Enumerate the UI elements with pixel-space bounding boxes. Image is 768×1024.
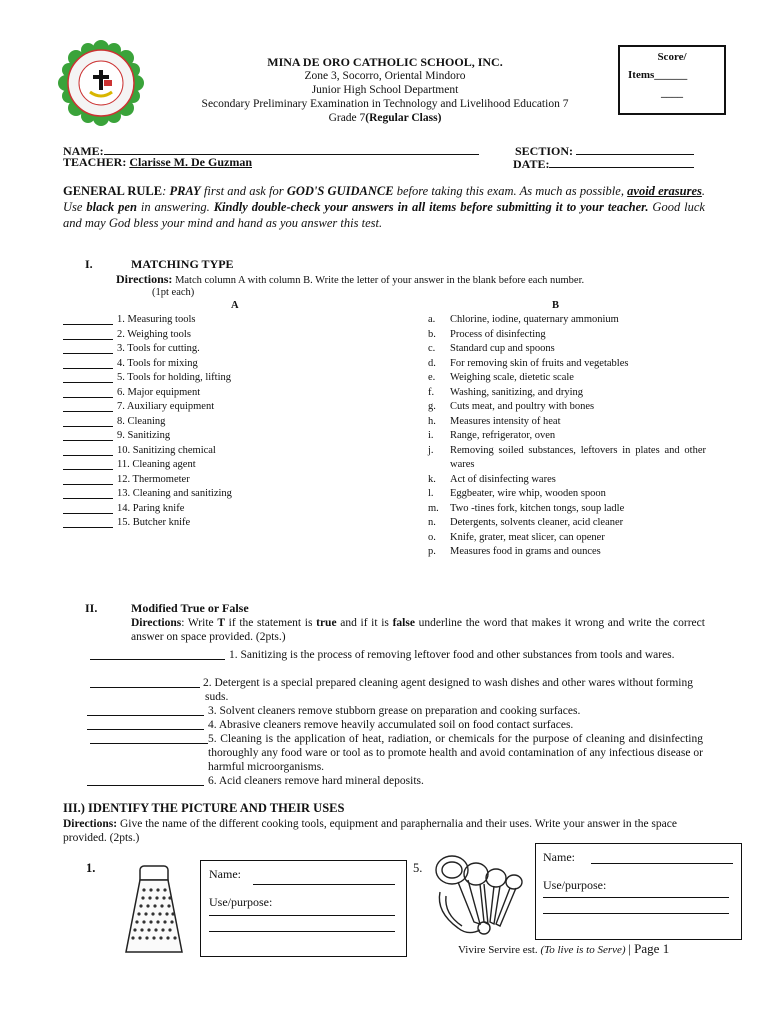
grater-image (118, 864, 190, 958)
column-b-item (428, 386, 706, 401)
true-false-item[interactable] (63, 704, 705, 718)
column-b-text: Removing soiled substances, leftovers in plates and other wares (450, 444, 706, 470)
column-b-letter: k. (428, 473, 436, 485)
column-b-text: Knife, grater, meat slicer, can opener (450, 531, 605, 543)
column-b-item (428, 313, 706, 328)
true-false-text: 2. Detergent is a special prepared cleaning agent designed to wash dishes and other wares without forming suds. (203, 677, 693, 703)
use-answer-line[interactable] (209, 931, 395, 932)
column-a-item[interactable] (63, 313, 363, 328)
answer-blank[interactable] (63, 313, 113, 325)
column-a-text: 7. Auxiliary equipment (117, 401, 215, 412)
answer-blank[interactable] (63, 502, 113, 514)
answer-blank[interactable] (63, 458, 113, 470)
rule-pray: PRAY (169, 184, 201, 198)
date-line[interactable] (549, 155, 694, 168)
teacher-field (63, 155, 252, 170)
use-answer-line[interactable] (209, 915, 395, 916)
score-label: Score/ (657, 51, 687, 63)
column-b-letter: l. (428, 488, 434, 499)
column-b-letter: b. (428, 328, 436, 340)
true-false-item[interactable] (63, 732, 705, 774)
column-a-item[interactable] (63, 371, 363, 386)
column-b-letter: p. (428, 546, 436, 557)
section3-directions (63, 817, 703, 845)
column-b-letter: a. (428, 314, 436, 325)
column-b-text: Two -tines fork, kitchen tongs, soup ladle (450, 502, 625, 514)
column-a-text: 15. Butcher knife (117, 517, 191, 528)
true-false-text: 6. Acid cleaners remove hard mineral deposits. (208, 775, 424, 787)
column-b-item (428, 516, 706, 531)
column-a-item[interactable] (63, 357, 363, 372)
column-b-text: Measures intensity of heat (450, 415, 561, 427)
answer-blank[interactable] (63, 429, 113, 441)
rule-avoid: avoid erasures (627, 184, 702, 198)
column-b-list (428, 313, 706, 560)
use-answer-line[interactable] (543, 897, 729, 898)
answer-blank[interactable] (63, 415, 113, 427)
column-b-letter: d. (428, 357, 436, 369)
name-answer-line[interactable] (591, 863, 733, 864)
section1-title: MATCHING TYPE (131, 257, 234, 271)
footer (458, 941, 669, 957)
column-a-text: 4. Tools for mixing (117, 357, 198, 369)
column-a-item[interactable] (63, 444, 363, 459)
answer-blank[interactable] (63, 342, 113, 354)
rule-text: Good luck and may God bless your mind and hand as you answer this test. (63, 200, 705, 230)
general-rule (63, 183, 705, 231)
name-answer-line[interactable] (253, 884, 395, 885)
section2-false: false (392, 617, 415, 629)
column-b-letter: o. (428, 531, 436, 543)
column-b-item (428, 429, 706, 444)
column-b-text: Washing, sanitizing, and drying (450, 386, 584, 398)
column-b-item (428, 502, 706, 517)
section2-text: : Write (181, 617, 218, 629)
column-b-letter: h. (428, 415, 436, 427)
answer-blank[interactable] (63, 516, 113, 528)
column-b-letter: e. (428, 372, 436, 383)
column-b-text: Cuts meat, and poultry with bones (450, 401, 595, 412)
column-a-item[interactable] (63, 502, 363, 517)
answer-blank[interactable] (63, 473, 113, 485)
name-line[interactable] (104, 142, 479, 155)
use-label: Use/purpose: (209, 895, 273, 909)
column-b-text: Process of disinfecting (450, 328, 546, 340)
answer-blank[interactable] (63, 386, 113, 398)
true-false-text: 5. Cleaning is the application of heat, radiation, or chemicals for the purpose of cleaning and disinfecting thoroughly any food ware or tool as to promote health and avoid contamination of any infectious disease or harmful microorganisms. (208, 733, 703, 773)
column-b-letter: j. (428, 444, 434, 456)
column-b-text: Chlorine, iodine, quaternary ammonium (450, 314, 619, 325)
column-a-item[interactable] (63, 473, 363, 488)
answer-blank[interactable] (63, 328, 113, 340)
column-b-text: For removing skin of fruits and vegetables (450, 357, 629, 369)
teacher-label: TEACHER: (63, 155, 127, 169)
column-a-text: 6. Major equipment (117, 386, 201, 398)
answer-blank[interactable] (63, 444, 113, 456)
items-label: Items______ (628, 69, 688, 81)
section3-title: III.) IDENTIFY THE PICTURE AND THEIR USES (63, 801, 345, 815)
column-a-text: 5. Tools for holding, lifting (117, 372, 231, 383)
column-a-item[interactable] (63, 516, 363, 531)
answer-blank[interactable] (63, 400, 113, 412)
column-a-text: 2. Weighing tools (117, 328, 191, 340)
column-b-item (428, 400, 706, 415)
column-b-item (428, 342, 706, 357)
use-label: Use/purpose: (543, 878, 607, 892)
column-b-letter: n. (428, 517, 436, 528)
answer-blank[interactable] (63, 371, 113, 383)
section2-text: and if it is (336, 617, 393, 629)
rule-text: first and ask for (200, 184, 287, 198)
section2-t: T (217, 617, 225, 629)
column-a-item[interactable] (63, 400, 363, 415)
column-a-text: 1. Measuring tools (117, 314, 196, 325)
section2-directions-label: Directions (131, 617, 182, 629)
answer-blank[interactable] (87, 718, 204, 730)
score-line: ____ (661, 87, 683, 99)
column-b-item (428, 545, 706, 560)
page-number: | Page 1 (628, 941, 670, 956)
school-name: MINA DE ORO CATHOLIC SCHOOL, INC. (267, 55, 503, 69)
column-b-item (428, 371, 706, 386)
column-a-item[interactable] (63, 328, 363, 343)
column-b-item (428, 473, 706, 488)
section2-true: true (316, 617, 337, 629)
section3-directions-text: Give the name of the different cooking tools, equipment and paraphernalia and their uses. Write your answer in the space provided. (2pts.) (63, 818, 677, 844)
column-a-header: A (231, 300, 239, 311)
section2-directions (131, 616, 705, 644)
grade-class: (Regular Class) (365, 112, 442, 124)
rule-guidance: GOD'S GUIDANCE (286, 184, 394, 198)
answer-blank[interactable] (90, 732, 208, 744)
name-label: Name: (543, 850, 575, 864)
column-a-item[interactable] (63, 415, 363, 430)
teacher-value: Clarisse M. De Guzman (129, 155, 252, 169)
column-a-text: 8. Cleaning (117, 415, 166, 427)
answer-box-5[interactable] (535, 843, 742, 940)
grade-line (150, 111, 620, 125)
department: Junior High School Department (311, 84, 459, 96)
rule-text: . Use (63, 184, 706, 214)
column-b-item (428, 415, 706, 430)
column-b-text: Eggbeater, wire whip, wooden spoon (450, 488, 606, 499)
use-answer-line[interactable] (543, 913, 729, 914)
column-a-text: 12. Thermometer (117, 473, 190, 485)
column-b-text: Range, refrigerator, oven (450, 430, 556, 441)
rule-label: GENERAL RULE (63, 184, 163, 198)
answer-box-1[interactable] (200, 860, 407, 957)
column-b-text: Standard cup and spoons (450, 343, 555, 354)
section1-directions-text: Match column A with column B. Write the letter of your answer in the blank before each number. (172, 275, 585, 286)
column-a-item[interactable] (63, 386, 363, 401)
column-a-text: 10. Sanitizing chemical (117, 444, 216, 456)
name-label: Name: (209, 867, 241, 881)
section1-directions (116, 272, 708, 288)
column-a-text: 14. Paring knife (117, 502, 185, 514)
column-a-text: 13. Cleaning and sanitizing (117, 488, 232, 499)
exam-title: Secondary Preliminary Examination in Technology and Livelihood Education 7 (201, 98, 569, 110)
rule-text: in answering. (136, 200, 214, 214)
footer-motto-translation: (To live is to Serve) (540, 944, 626, 956)
column-a-item[interactable] (63, 342, 363, 357)
true-false-item[interactable] (63, 648, 705, 676)
true-false-text: 3. Solvent cleaners remove stubborn grease on preparation and cooking surfaces. (208, 705, 581, 717)
answer-blank[interactable] (90, 676, 200, 688)
section2-text: if the statement is (224, 617, 317, 629)
true-false-item[interactable] (63, 718, 705, 732)
section1-number: I. (85, 257, 93, 271)
column-b-text: Detergents, solvents cleaner, acid cleaner (450, 517, 624, 528)
true-false-item[interactable] (63, 676, 705, 704)
answer-blank[interactable] (63, 357, 113, 369)
column-a-text: 11. Cleaning agent (117, 459, 196, 470)
true-false-text: 1. Sanitizing is the process of removing leftover food and other substances from tools and wares. (229, 649, 675, 661)
answer-blank[interactable] (63, 487, 113, 499)
item5-number: 5. (413, 861, 423, 875)
rule-text: : (162, 184, 170, 198)
section-label: SECTION: (515, 144, 574, 158)
column-b-letter: g. (428, 401, 436, 412)
answer-blank[interactable] (87, 774, 204, 786)
column-b-item (428, 357, 706, 372)
answer-blank[interactable] (87, 704, 204, 716)
section-line[interactable] (576, 142, 694, 155)
footer-motto: Vivire Servire est. (458, 944, 538, 956)
section1-points: (1pt each) (152, 287, 195, 298)
section2-title: Modified True or False (131, 601, 249, 615)
column-a-item[interactable] (63, 458, 363, 473)
column-b-letter: i. (428, 430, 434, 441)
measuring-spoons-image (428, 852, 528, 942)
section2-number: II. (85, 601, 98, 615)
column-a-text: 3. Tools for cutting. (117, 343, 200, 354)
grade: Grade 7 (328, 112, 366, 124)
item1-number: 1. (86, 861, 96, 875)
true-false-item[interactable] (63, 774, 705, 788)
true-false-text: 4. Abrasive cleaners remove heavily accumulated soil on food contact surfaces. (208, 719, 574, 731)
school-address: Zone 3, Socorro, Oriental Mindoro (304, 70, 466, 82)
column-b-item (428, 328, 706, 343)
rule-check: Kindly double-check your answers in all items before submitting it to your teacher. (213, 200, 649, 214)
column-b-letter: f. (428, 386, 435, 398)
column-b-text: Act of disinfecting wares (450, 473, 556, 485)
column-a-text: 9. Sanitizing (117, 430, 171, 441)
true-false-list (63, 648, 705, 788)
rule-text: before taking this exam. As much as possible, (393, 184, 628, 198)
score-box[interactable] (618, 45, 726, 115)
column-b-item (428, 444, 706, 473)
date-label: DATE: (513, 157, 550, 171)
section2-text: underline the word that makes it wrong and write the correct answer on space provided. (2pts.) (131, 617, 705, 643)
name-label: NAME: (63, 144, 104, 158)
column-b-item (428, 487, 706, 502)
column-a-item[interactable] (63, 487, 363, 502)
school-logo (58, 40, 144, 126)
section1-directions-label: Directions: (116, 272, 173, 286)
column-b-text: Weighing scale, dietetic scale (450, 372, 574, 383)
column-b-header: B (552, 300, 560, 311)
column-b-text: Measures food in grams and ounces (450, 546, 601, 557)
column-a-list (63, 313, 363, 531)
column-b-letter: m. (428, 502, 439, 514)
date-field[interactable] (513, 155, 694, 172)
rule-pen: black pen (86, 200, 137, 214)
column-b-letter: c. (428, 343, 436, 354)
column-b-item (428, 531, 706, 546)
section3-directions-label: Directions: (63, 818, 118, 830)
school-header (150, 55, 620, 125)
column-a-item[interactable] (63, 429, 363, 444)
